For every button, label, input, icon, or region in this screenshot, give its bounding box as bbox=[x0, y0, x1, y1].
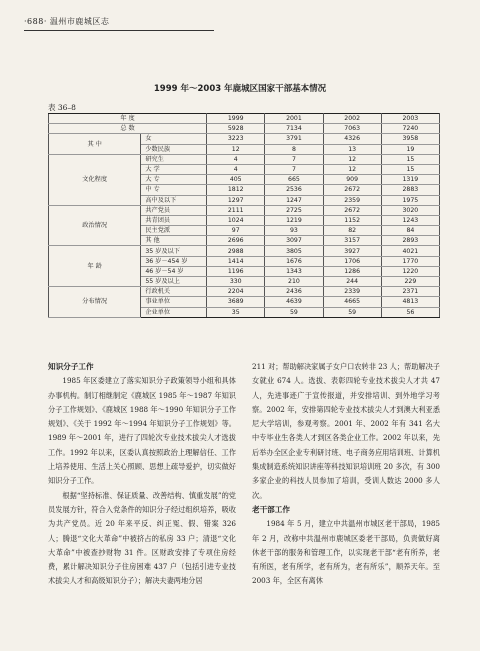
value-cell: 3157 bbox=[323, 236, 381, 246]
value-cell: 2371 bbox=[381, 287, 439, 297]
value-cell: 84 bbox=[381, 226, 439, 236]
left-column bbox=[48, 360, 236, 589]
value-cell: 2883 bbox=[381, 185, 439, 195]
value-cell: 4639 bbox=[265, 297, 323, 307]
value-cell: 2893 bbox=[381, 236, 439, 246]
row-label-cell: 行政机关 bbox=[141, 287, 207, 297]
value-cell: 59 bbox=[265, 307, 323, 317]
value-cell: 7 bbox=[265, 154, 323, 164]
cadre-statistics-table bbox=[48, 113, 440, 318]
table-label: 表 36–8 bbox=[48, 103, 76, 112]
value-cell: 4 bbox=[207, 154, 265, 164]
value-cell: 1220 bbox=[381, 266, 439, 276]
value-cell: 2111 bbox=[207, 205, 265, 215]
table-row bbox=[49, 124, 440, 134]
paragraph: 1984 年 5 月，建立中共温州市城区老干部局，1985 年 2 月，改称中共温州市鹿城区委老干部局，负责做好离休老干部的服务和管理工作，以实现老干部“老有所养，老有所医，老有所学，老有所为，老有所乐”，顺养天年。至 2003 年，全区有离休 bbox=[252, 519, 440, 586]
table-row bbox=[49, 205, 440, 215]
value-cell: 2339 bbox=[323, 287, 381, 297]
value-cell: 3223 bbox=[207, 134, 265, 144]
value-cell: 2672 bbox=[323, 185, 381, 195]
row-label-cell: 企业单位 bbox=[141, 307, 207, 317]
value-cell: 59 bbox=[323, 307, 381, 317]
row-label-cell: 高中及以下 bbox=[141, 195, 207, 205]
value-cell: 1770 bbox=[381, 256, 439, 266]
value-cell: 1247 bbox=[265, 195, 323, 205]
value-cell: 97 bbox=[207, 226, 265, 236]
paragraph: 根据“坚持标准、保证质量、改善结构、慎重发展”的党员发展方针，符合入党条件的知识分子经过组织培养，吸收为共产党员。近 20 年来平反、纠正冤、假、错案 326 人；腾退“文化大革命”中被挤占的私房 33 户；清退“文化大革命”中被查抄财物 31 件。区财政安排了专项住房经费，累计解决知识分子住房困难 437 户（包括引进专业技术拔尖人才和高级知识分子）；解决夫妻两地分居 bbox=[48, 490, 236, 586]
value-cell: 3689 bbox=[207, 297, 265, 307]
value-cell: 13 bbox=[323, 144, 381, 154]
value-cell: 15 bbox=[381, 164, 439, 174]
value-cell: 4665 bbox=[323, 297, 381, 307]
value-cell: 56 bbox=[381, 307, 439, 317]
year-header-cell: 年 度 bbox=[49, 114, 207, 124]
group-label-cell: 年 龄 bbox=[49, 246, 141, 287]
value-cell: 1319 bbox=[381, 175, 439, 185]
value-cell: 4813 bbox=[381, 297, 439, 307]
year-cell: 1999 bbox=[207, 114, 265, 124]
group-label-cell: 其 中 bbox=[49, 134, 141, 154]
value-cell: 3958 bbox=[381, 134, 439, 144]
row-label-cell: 46 岁－54 岁 bbox=[141, 266, 207, 276]
value-cell: 1706 bbox=[323, 256, 381, 266]
row-label-cell: 研究生 bbox=[141, 154, 207, 164]
value-cell: 2725 bbox=[265, 205, 323, 215]
value-cell: 3097 bbox=[265, 236, 323, 246]
value-cell: 3020 bbox=[381, 205, 439, 215]
value-cell: 3805 bbox=[265, 246, 323, 256]
body-text bbox=[48, 360, 440, 589]
value-cell: 1196 bbox=[207, 266, 265, 276]
value-cell: 12 bbox=[323, 164, 381, 174]
value-cell: 229 bbox=[381, 277, 439, 287]
value-cell: 1219 bbox=[265, 215, 323, 225]
row-label-cell: 共青团员 bbox=[141, 215, 207, 225]
year-cell: 2001 bbox=[265, 114, 323, 124]
table-row bbox=[49, 287, 440, 297]
table-row bbox=[49, 154, 440, 164]
value-cell: 93 bbox=[265, 226, 323, 236]
value-cell: 1343 bbox=[265, 266, 323, 276]
value-cell: 7240 bbox=[381, 124, 439, 134]
paragraph: 211 对；帮助解决家属子女户口农转非 23 人；帮助解决子女就业 674 人。选拔、表彰四轮专业技术拔尖人才共 47 人，先进事迹广于宣传报道，并安排培训、到外地学习考察。2002 年，安排第四轮专业技术拔尖人才到澳大利亚悉尼大学培训，参观考察。2001 年、2002 年有 341 名大中专毕业生各类人才到区各类企业工作。2002 年以来，先后举办全区企业专利研讨班、电子商务应用培训班、计算机集成制造系统知识讲座等科技知识培训班 20 多次，有 300 多家企业的科技人员参加了培训，受训人数达 2000 多人次。 bbox=[252, 362, 440, 500]
year-cell: 2002 bbox=[323, 114, 381, 124]
value-cell: 330 bbox=[207, 277, 265, 287]
value-cell: 15 bbox=[381, 154, 439, 164]
value-cell: 1676 bbox=[265, 256, 323, 266]
value-cell: 7063 bbox=[323, 124, 381, 134]
value-cell: 1975 bbox=[381, 195, 439, 205]
value-cell: 405 bbox=[207, 175, 265, 185]
value-cell: 82 bbox=[323, 226, 381, 236]
value-cell: 12 bbox=[207, 144, 265, 154]
group-label-cell: 政治情况 bbox=[49, 205, 141, 246]
total-label-cell: 总 数 bbox=[49, 124, 207, 134]
value-cell: 210 bbox=[265, 277, 323, 287]
value-cell: 2696 bbox=[207, 236, 265, 246]
value-cell: 3927 bbox=[323, 246, 381, 256]
value-cell: 8 bbox=[265, 144, 323, 154]
value-cell: 7134 bbox=[265, 124, 323, 134]
table-row bbox=[49, 246, 440, 256]
value-cell: 1414 bbox=[207, 256, 265, 266]
value-cell: 909 bbox=[323, 175, 381, 185]
value-cell: 1024 bbox=[207, 215, 265, 225]
row-label-cell: 女 bbox=[141, 134, 207, 144]
value-cell: 4021 bbox=[381, 246, 439, 256]
value-cell: 1152 bbox=[323, 215, 381, 225]
value-cell: 1286 bbox=[323, 266, 381, 276]
header-rule bbox=[24, 30, 214, 31]
table-row bbox=[49, 134, 440, 144]
value-cell: 665 bbox=[265, 175, 323, 185]
value-cell: 2436 bbox=[265, 287, 323, 297]
row-label-cell: 36 岁－454 岁 bbox=[141, 256, 207, 266]
value-cell: 5928 bbox=[207, 124, 265, 134]
row-label-cell: 少数民族 bbox=[141, 144, 207, 154]
value-cell: 2536 bbox=[265, 185, 323, 195]
row-label-cell: 共产党员 bbox=[141, 205, 207, 215]
value-cell: 2359 bbox=[323, 195, 381, 205]
section-title: 老干部工作 bbox=[252, 504, 290, 514]
row-label-cell: 事业单位 bbox=[141, 297, 207, 307]
group-label-cell: 文化程度 bbox=[49, 154, 141, 205]
value-cell: 3791 bbox=[265, 134, 323, 144]
value-cell: 12 bbox=[323, 154, 381, 164]
row-label-cell: 55 岁及以上 bbox=[141, 277, 207, 287]
table-header-row bbox=[49, 114, 440, 124]
year-cell: 2003 bbox=[381, 114, 439, 124]
row-label-cell: 35 岁及以下 bbox=[141, 246, 207, 256]
value-cell: 1297 bbox=[207, 195, 265, 205]
value-cell: 4326 bbox=[323, 134, 381, 144]
paragraph: 1985 年区委建立了落实知识分子政策领导小组和具体办事机构。制订相继制定《鹿城区 1985 年～1987 年知识分子工作规划》、《鹿城区 1988 年～1990 年知识分子工作规划》、《关于 1992 年～1994 年知识分子工作规划》等。1989 年～2001 年，进行了四轮次专业技术拔尖人才选拔工作。1992 年以来，区委认真按照政治上理解信任、工作上培养使用、生活上关心照顾、思想上疏导爱护，切实做好知识分子工作。 bbox=[48, 376, 236, 486]
value-cell: 244 bbox=[323, 277, 381, 287]
value-cell: 35 bbox=[207, 307, 265, 317]
row-label-cell: 其 他 bbox=[141, 236, 207, 246]
section-title: 知识分子工作 bbox=[48, 362, 94, 371]
value-cell: 19 bbox=[381, 144, 439, 154]
value-cell: 7 bbox=[265, 164, 323, 174]
row-label-cell: 大 学 bbox=[141, 164, 207, 174]
value-cell: 2988 bbox=[207, 246, 265, 256]
page-header: ·688· 温州市鹿城区志 bbox=[24, 17, 110, 26]
value-cell: 2672 bbox=[323, 205, 381, 215]
value-cell: 2204 bbox=[207, 287, 265, 297]
group-label-cell: 分布情况 bbox=[49, 287, 141, 318]
right-column bbox=[252, 360, 440, 589]
value-cell: 1243 bbox=[381, 215, 439, 225]
value-cell: 4 bbox=[207, 164, 265, 174]
row-label-cell: 民主党派 bbox=[141, 226, 207, 236]
value-cell: 1812 bbox=[207, 185, 265, 195]
row-label-cell: 大 专 bbox=[141, 175, 207, 185]
table-title: 1999 年～2003 年鹿城区国家干部基本情况 bbox=[153, 84, 327, 94]
row-label-cell: 中 专 bbox=[141, 185, 207, 195]
